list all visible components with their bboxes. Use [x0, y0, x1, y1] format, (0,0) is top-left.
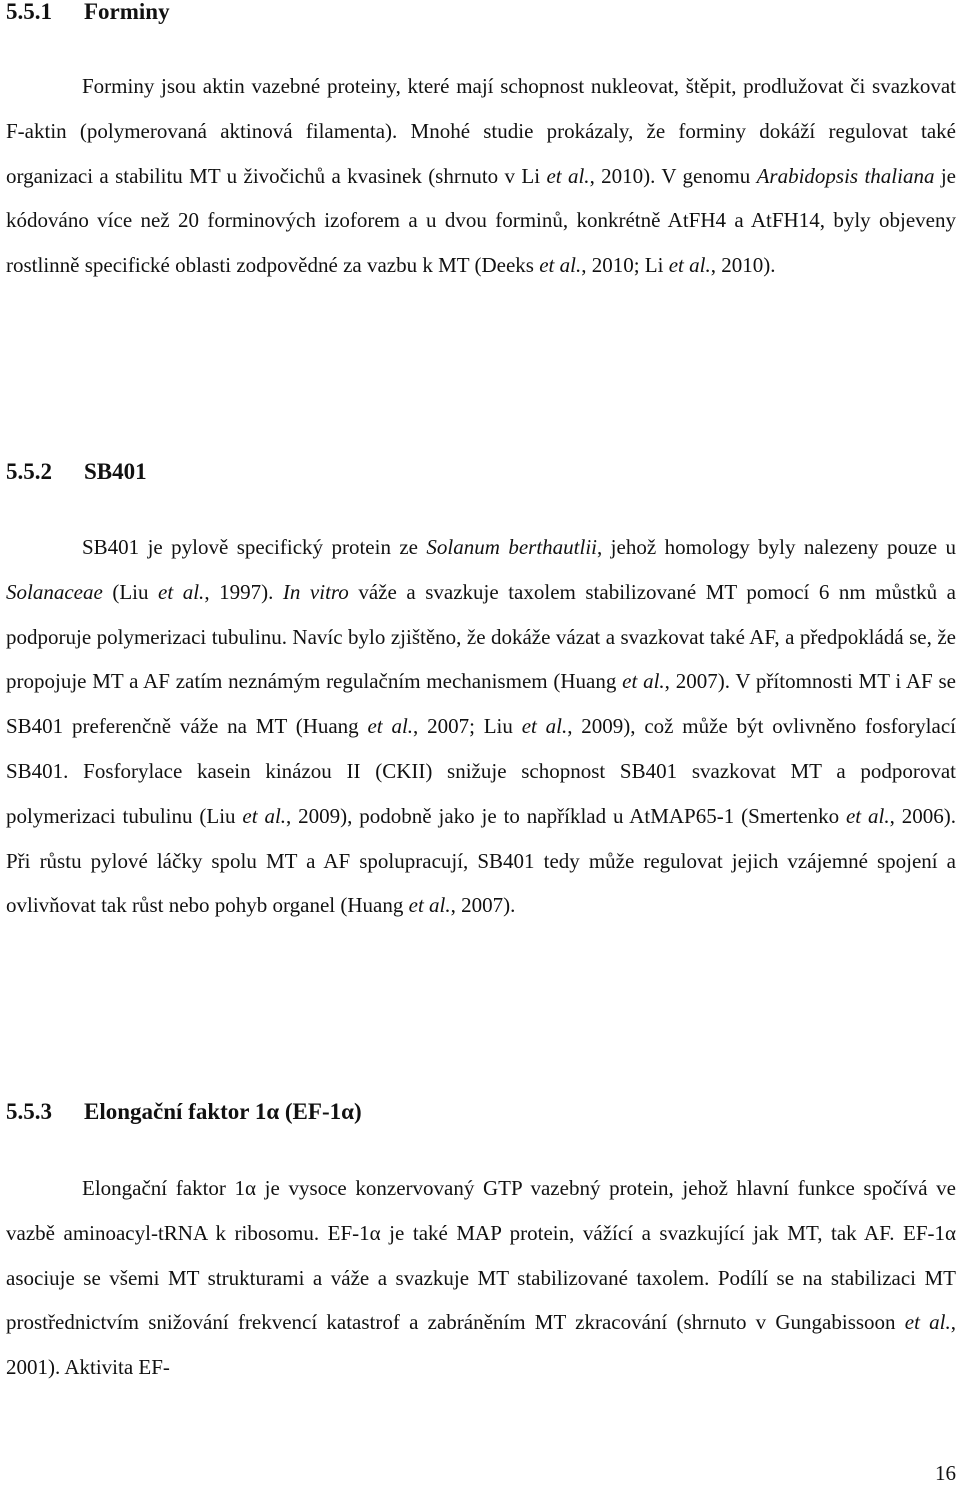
text-run: SB401 je pylově specifický protein ze	[82, 535, 427, 559]
italic-text-run: et al.	[622, 669, 665, 694]
italic-text-run: Arabidopsis thaliana	[756, 163, 935, 188]
text-run: váže a svazkuje taxolem stabilizované MT pomocí 6 nm můstků a podporuje polymerizaci tubulinu. Navíc bylo zjištěno, že dokáže vázat a svazkovat také AF, a předpokládá se, že propojuje MT a AF zatím neznámým regulačním mechanismem (Huang	[6, 579, 956, 694]
italic-text-run: et al.	[242, 803, 287, 828]
italic-text-run: et al.	[546, 163, 590, 188]
paragraph-forminy	[6, 64, 956, 288]
section-number: 5.5.3	[6, 1099, 52, 1124]
italic-text-run: et al.	[539, 253, 582, 278]
italic-text-run: et al.	[668, 253, 711, 278]
section-heading-forminy	[6, 0, 170, 24]
text-run: Forminy jsou aktin vazebné proteiny, které mají schopnost nukleovat, štěpit, prodlužovat či svazkovat F-aktin (polymerovaná aktinová filamenta). Mnohé studie prokázaly, že forminy dokáží regulovat také organizaci a stabilitu MT u živočichů a kvasinek (shrnuto v Li	[6, 74, 956, 188]
paragraph-sb401	[6, 525, 956, 928]
italic-text-run: In vitro	[282, 579, 349, 604]
text-run: , 1997).	[204, 579, 283, 604]
italic-text-run: et al.	[158, 579, 205, 604]
text-run: , 2010). V genomu	[589, 163, 757, 188]
text-run: , 2001). Aktivita EF-	[6, 1310, 956, 1380]
italic-text-run: et al.	[367, 714, 414, 739]
section-heading-ef1a	[6, 1100, 362, 1124]
section-number: 5.5.2	[6, 459, 52, 484]
text-run: Elongační faktor 1α je vysoce konzervovaný GTP vazebný protein, jehož hlavní funkce spočívá ve vazbě aminoacyl-tRNA k ribosomu. EF-1α je také MAP protein, vážící a svazkující jak MT, tak AF. EF-1α asociuje se všemi MT strukturami a váže a svazkuje MT stabilizované taxolem. Podílí se na stabilizaci MT prostřednictvím snižování frekvencí katastrof a zabráněním MT zkracování (shrnuto v Gungabissoon	[6, 1176, 956, 1335]
page-number: 16	[935, 1461, 956, 1485]
text-run: , 2007; Liu	[413, 714, 522, 739]
text-run: , 2010; Li	[581, 253, 669, 278]
section-title: Forminy	[84, 0, 170, 24]
italic-text-run: et al.	[521, 714, 568, 739]
text-run: je kódováno více než 20 forminových izoforem a u dvou forminů, konkrétně AtFH4 a AtFH14, byly objeveny rostlinně specifické oblasti zodpovědné za vazbu k MT (Deeks	[6, 163, 956, 278]
text-run: , 2010).	[710, 253, 776, 278]
paragraph-ef1a	[6, 1166, 956, 1390]
text-run: , 2007).	[450, 893, 516, 918]
section-heading-sb401	[6, 460, 147, 484]
text-run: , 2009), což může být ovlivněno fosforylací SB401. Fosforylace kasein kinázou II (CKII) snižuje schopnost SB401 svazkovat MT a podporovat polymerizaci tubulinu (Liu	[6, 714, 956, 828]
text-run: (Liu	[102, 579, 159, 604]
italic-text-run: et al.	[408, 893, 451, 918]
italic-text-run: et al.	[904, 1310, 951, 1335]
section-title: SB401	[84, 459, 147, 484]
text-run: , 2009), podobně jako je to například u AtMAP65-1 (Smertenko	[286, 803, 846, 828]
section-number: 5.5.1	[6, 0, 52, 24]
text-run: , jehož homology byly nalezeny pouze u	[597, 535, 956, 559]
italic-text-run: et al.	[845, 803, 890, 828]
italic-text-run: Solanaceae	[6, 579, 103, 604]
text-run: , 2006). Při růstu pylové láčky spolu MT a AF spolupracují, SB401 tedy může regulovat jejich vzájemné spojení a ovlivňovat tak růst nebo pohyb organel (Huang	[6, 803, 956, 918]
italic-text-run: Solanum berthautlii	[426, 535, 598, 559]
text-run: , 2007). V přítomnosti MT i AF se SB401 preferenčně váže na MT (Huang	[6, 669, 956, 739]
section-title: Elongační faktor 1α (EF-1α)	[84, 1099, 362, 1124]
